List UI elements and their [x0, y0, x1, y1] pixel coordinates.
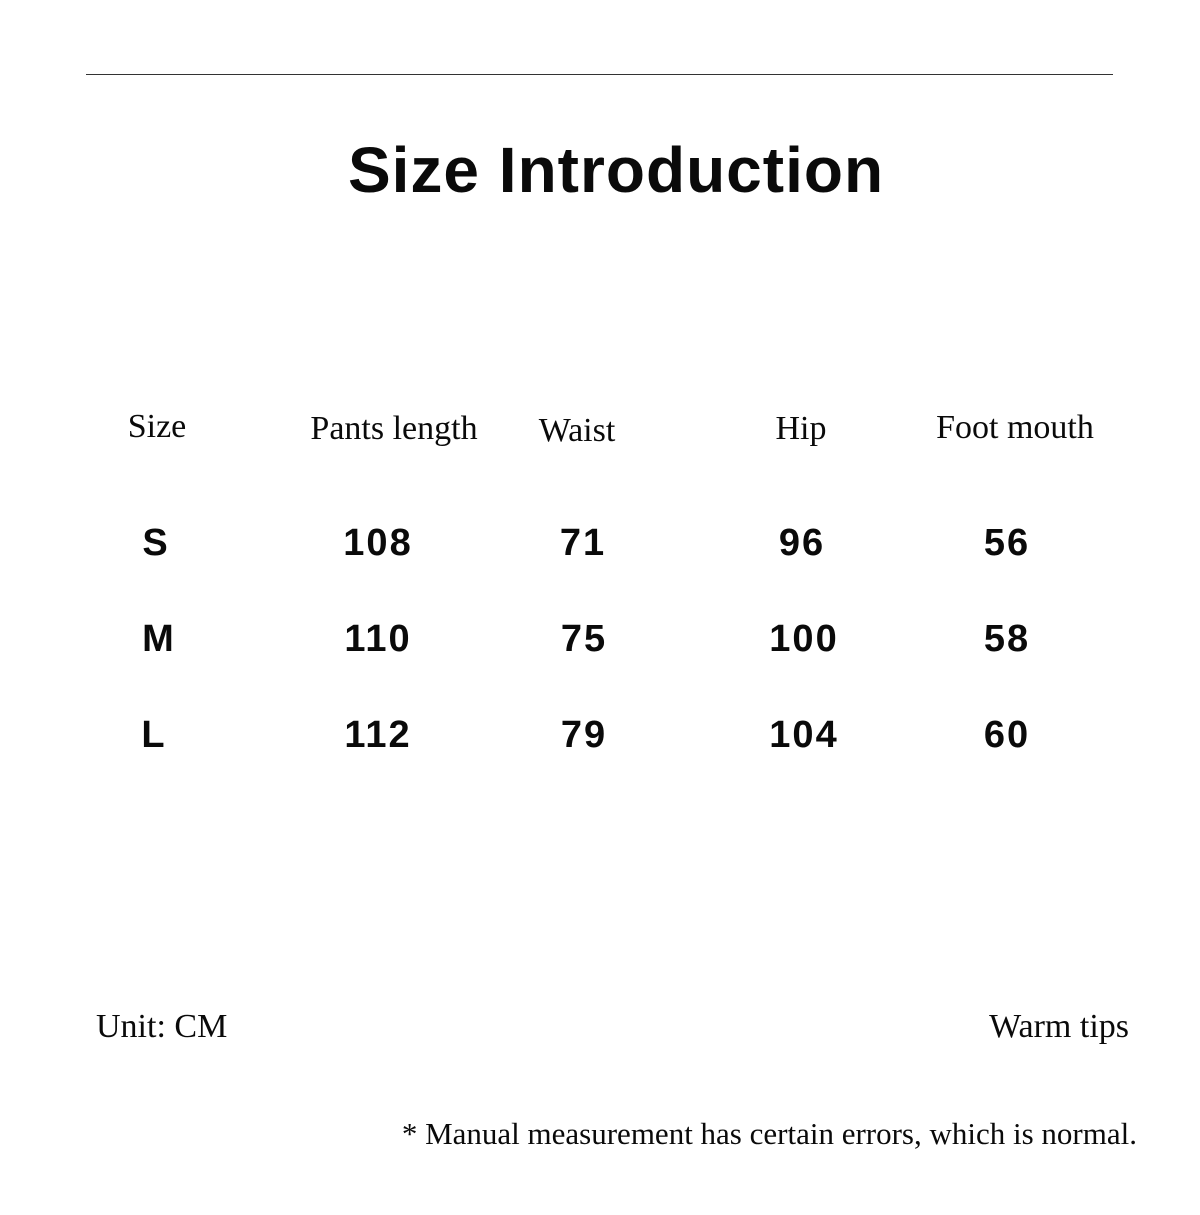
table-cell-pants-length: 112: [344, 714, 412, 756]
table-cell-size: S: [142, 522, 170, 564]
measurement-note: * Manual measurement has certain errors, which is normal.: [401, 1116, 1137, 1151]
header-pants-length: Pants length: [310, 410, 478, 447]
unit-label: Unit: CM: [96, 1008, 228, 1045]
table-cell-pants-length: 108: [343, 522, 413, 564]
table-cell-waist: 75: [560, 618, 608, 660]
header-foot-mouth: Foot mouth: [936, 409, 1094, 446]
table-cell-foot-mouth: 56: [983, 522, 1031, 564]
table-cell-waist: 79: [560, 714, 608, 756]
table-cell-hip: 104: [769, 714, 839, 756]
table-cell-size: M: [142, 618, 176, 660]
header-hip: Hip: [775, 410, 827, 447]
page-title: Size Introduction: [347, 134, 885, 206]
warm-tips-label: Warm tips: [989, 1008, 1129, 1045]
table-cell-foot-mouth: 58: [983, 618, 1031, 660]
header-size: Size: [127, 408, 187, 445]
table-cell-hip: 96: [778, 522, 826, 564]
table-cell-foot-mouth: 60: [983, 714, 1031, 756]
table-cell-hip: 100: [769, 618, 839, 660]
table-cell-size: L: [141, 714, 167, 756]
top-divider: [86, 74, 1113, 75]
header-waist: Waist: [538, 412, 616, 449]
table-cell-pants-length: 110: [344, 618, 412, 660]
table-cell-waist: 71: [559, 522, 607, 564]
